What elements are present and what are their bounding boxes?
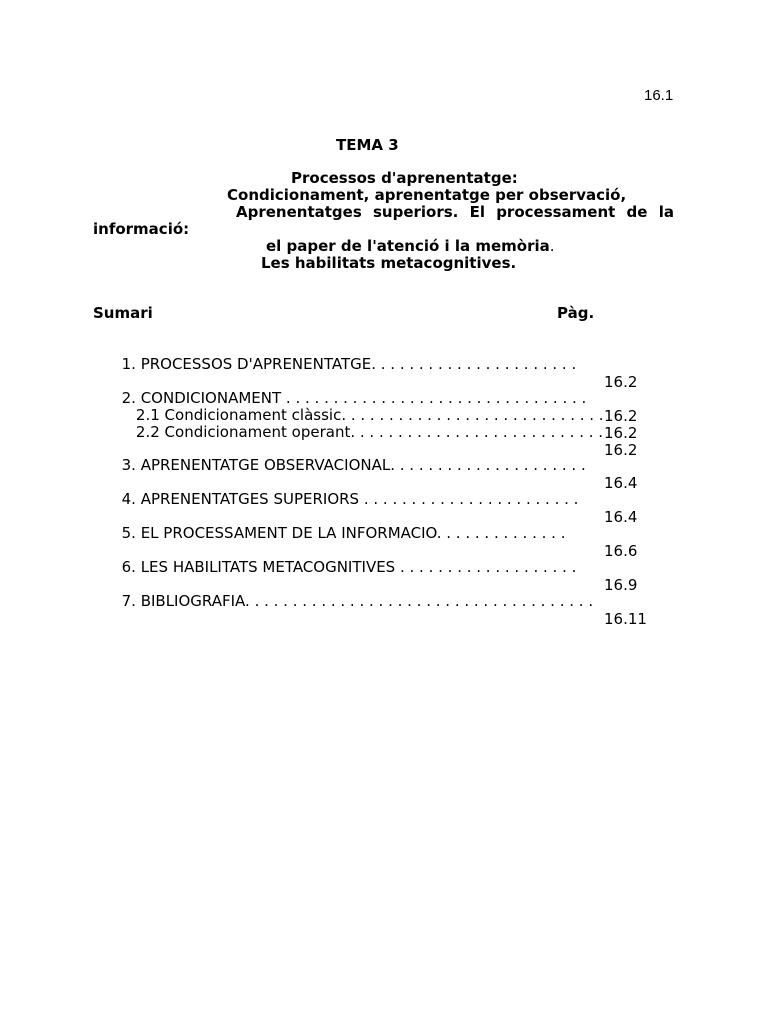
title-word: Aprenentatges (236, 203, 362, 221)
toc-entry-text: 2.1 Condicionament clàssic. . . . . . . . . . . . . . . . . . . . . . . . . . . . (121, 406, 604, 424)
title-word: la (658, 203, 674, 221)
toc-entry-page: 16.6 (604, 542, 638, 560)
toc-entry-text: 1. PROCESSOS D'APRENENTATGE. . . . . . . . . . . . . . . . . . . . . . (121, 355, 577, 373)
toc-entry-page: 16.2 (604, 407, 638, 425)
toc-entry-page: 16.4 (604, 474, 638, 492)
title-word: de (626, 203, 648, 221)
toc-entry-text: 5. EL PROCESSAMENT DE LA INFORMACIO. . . . . . . . . . . . . . (121, 524, 566, 542)
toc-entry-page: 16.9 (604, 576, 638, 594)
title-line-2: Condicionament, aprenentatge per observació, (227, 186, 627, 204)
toc-entry-page: 16.2 (604, 424, 638, 442)
tema-title: TEMA 3 (336, 136, 399, 154)
title-line-5 (266, 237, 555, 255)
toc-entry-text: 7. BIBLIOGRAFIA. . . . . . . . . . . . . . . . . . . . . . . . . . . . . . . . . . . . . (121, 592, 594, 610)
page-number: 16.1 (644, 87, 674, 104)
toc-entry-text: 4. APRENENTATGES SUPERIORS . . . . . . . . . . . . . . . . . . . . . . . (121, 490, 579, 508)
title-line-1: Processos d'aprenentatge: (291, 169, 518, 187)
toc-entry-text: 2.2 Condicionament operant. . . . . . . . . . . . . . . . . . . . . . . . . . . (121, 423, 604, 441)
toc-entry-page: 16.2 (604, 441, 638, 459)
title-line-6: Les habilitats metacognitives. (261, 254, 517, 272)
title-word: El (469, 203, 485, 221)
title-line-3 (236, 203, 674, 221)
toc-entry-page: 16.4 (604, 508, 638, 526)
page-column-label: Pàg. (557, 304, 595, 322)
toc-entry-text: 2. CONDICIONAMENT . . . . . . . . . . . . . . . . . . . . . . . . . . . . . . . . (121, 389, 587, 407)
toc-entry-text: 6. LES HABILITATS METACOGNITIVES . . . . . . . . . . . . . . . . . . . (121, 558, 577, 576)
toc-entry-page: 16.11 (604, 610, 647, 628)
title-line-5-suffix: . (549, 237, 555, 255)
toc-entry-text: 3. APRENENTATGE OBSERVACIONAL. . . . . . . . . . . . . . . . . . . . . (121, 456, 586, 474)
title-word: processament (496, 203, 616, 221)
title-line-5-text: el paper de l'atenció i la memòria (266, 237, 550, 255)
summary-label: Sumari (93, 304, 153, 322)
title-line-4: informació: (93, 220, 190, 238)
title-word: superiors. (372, 203, 459, 221)
toc-entry-page: 16.2 (604, 373, 638, 391)
